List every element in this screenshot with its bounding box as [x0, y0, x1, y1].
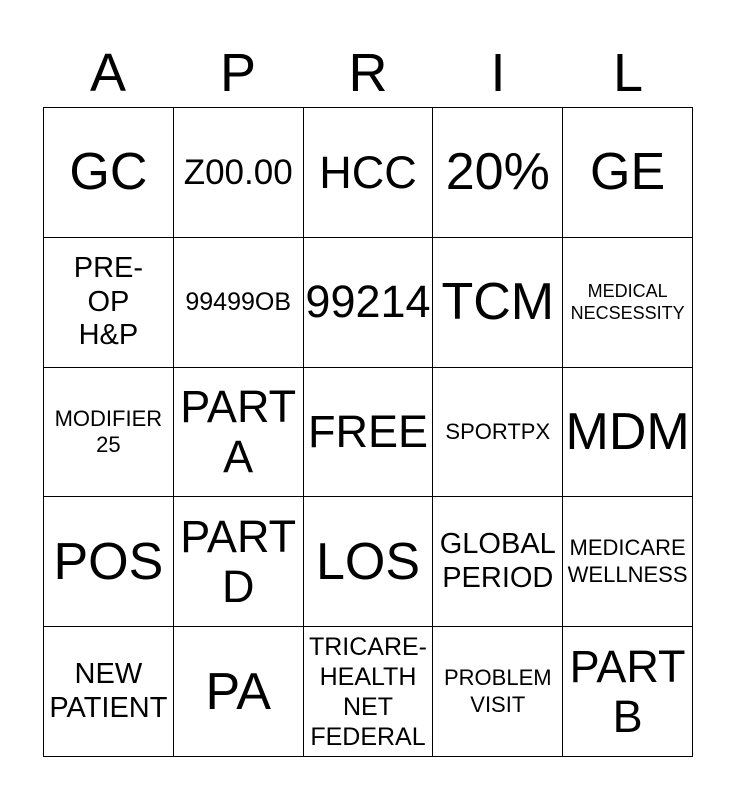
cell-label: TRICARE- HEALTH NET FEDERAL — [308, 632, 428, 751]
cell-label: TCM — [441, 273, 555, 332]
cell-label: LOS — [315, 532, 421, 591]
bingo-cell[interactable] — [304, 497, 434, 627]
bingo-cell[interactable] — [563, 108, 693, 238]
cell-label: PA — [205, 662, 271, 721]
cell-label: Z00.00 — [183, 152, 293, 192]
bingo-cell[interactable] — [44, 497, 174, 627]
cell-label: GLOBAL PERIOD — [439, 528, 556, 594]
bingo-cell[interactable] — [174, 627, 304, 757]
cell-label: SPORTPX — [445, 418, 551, 444]
cell-label: MODIFIER 25 — [54, 405, 163, 457]
header-letter-p: P — [219, 43, 257, 103]
header-letter-r: R — [348, 43, 388, 103]
cell-label: GE — [590, 143, 666, 202]
cell-label: 20% — [445, 143, 550, 202]
bingo-cell[interactable] — [44, 368, 174, 498]
bingo-cell[interactable] — [433, 627, 563, 757]
bingo-cell[interactable] — [44, 238, 174, 368]
header-letter-l: L — [612, 43, 644, 103]
cell-label: PRE- OP H&P — [73, 252, 144, 351]
header-letter-a: A — [89, 43, 127, 103]
bingo-cell[interactable] — [174, 108, 304, 238]
cell-label: PART B — [569, 641, 686, 742]
bingo-board — [43, 107, 693, 757]
bingo-cell[interactable] — [174, 368, 304, 498]
cell-label: NEW PATIENT — [49, 658, 168, 724]
bingo-cell[interactable] — [304, 627, 434, 757]
bingo-cell[interactable] — [563, 368, 693, 498]
bingo-cell free-space[interactable] — [304, 368, 434, 498]
bingo-cell[interactable] — [304, 238, 434, 368]
bingo-cell[interactable] — [433, 368, 563, 498]
cell-label: MEDICAL NECSESSITY — [570, 280, 685, 324]
bingo-cell[interactable] — [433, 497, 563, 627]
bingo-cell[interactable] — [174, 238, 304, 368]
bingo-cell[interactable] — [44, 108, 174, 238]
bingo-cell[interactable] — [174, 497, 304, 627]
cell-label: HCC — [319, 146, 417, 198]
cell-label: MEDICARE WELLNESS — [567, 535, 688, 587]
bingo-cell[interactable] — [433, 108, 563, 238]
cell-label: FREE — [307, 406, 428, 458]
cell-label: PROBLEM VISIT — [443, 665, 552, 717]
cell-label: 99499OB — [185, 288, 292, 317]
cell-label: POS — [53, 532, 164, 591]
bingo-cell[interactable] — [433, 238, 563, 368]
bingo-cell[interactable] — [563, 238, 693, 368]
header-letter-i: I — [490, 43, 506, 103]
bingo-cell[interactable] — [304, 108, 434, 238]
bingo-cell[interactable] — [563, 627, 693, 757]
bingo-header — [43, 40, 693, 106]
cell-label: 99214 — [305, 276, 431, 328]
cell-label: PART A — [180, 381, 297, 482]
cell-label: PART D — [180, 511, 297, 612]
bingo-cell[interactable] — [563, 497, 693, 627]
bingo-cell[interactable] — [44, 627, 174, 757]
cell-label: GC — [69, 143, 148, 202]
cell-label: MDM — [565, 402, 690, 461]
